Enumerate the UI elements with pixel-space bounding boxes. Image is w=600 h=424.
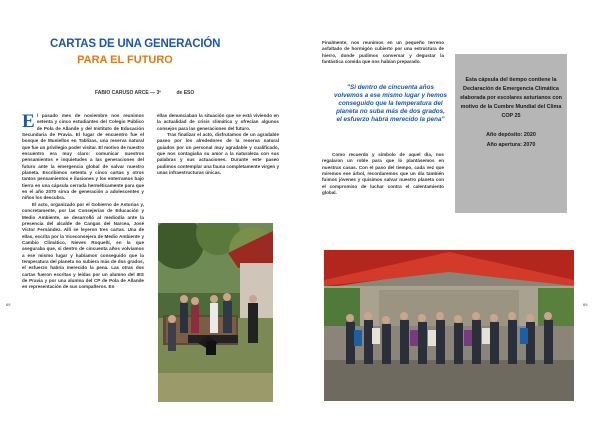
- article-column-3: [322, 40, 444, 65]
- byline-author: FABIO CARUSO ARCE — 3º: [95, 90, 162, 96]
- ceremony-photo: [158, 223, 273, 402]
- article-paragraph-3: ellas denunciaban la situación que se está viviendo en la actualidad de crisis climática y ofrecían algunos consejos para las generaciones del futuro.: [157, 113, 279, 131]
- article-title: CARTAS DE UNA GENERACIÓN: [50, 38, 221, 50]
- ceremony-photo-illustration: [158, 223, 273, 402]
- pull-quote: "Si dentro de cincuenta años volvemos a ese mismo lugar y hemos conseguido que la temperatura del planeta no suba más de dos grados, el esfuerzo habrá merecido la pena": [333, 84, 448, 123]
- page-number-right: 69: [583, 302, 588, 307]
- article-paragraph-4: Tras finalizar el acto, disfrutamos de un agradable paseo por los alrededores de la reserva natural guiados por un personal muy agradable y cualificado, que nos contagiaba su amor a la naturaleza con sus palabras y sus actuaciones. Durante este paseo pudimos contemplar una fauna completamente virgen y unas infraestructuras únicas.: [157, 132, 280, 176]
- article-paragraph-5: Finalmente, nos reunimos en un pequeño terreno asfaltado de hormigón cubierto por una estructura de hierro, donde pudimos conversar y degustar la fantástica comida que nos habían preparado.: [322, 40, 444, 65]
- group-photo-illustration: [324, 250, 574, 401]
- article-paragraph-6: Como recuerdo y símbolo de aquel día, nos regalaron un roble para que lo plantásemos en nuestras casas. Con el paso del tiempo, cada vez que miremos ese árbol, recordaremos que un día también fuimos jóvenes y quisimos salvar nuestro planeta con el compromiso de luchar contra el calentamiento global.: [322, 152, 444, 196]
- deposit-year: Año depósito: 2020: [486, 132, 536, 139]
- article-subtitle: PARA EL FUTURO: [77, 54, 173, 66]
- drop-cap: E: [22, 111, 35, 132]
- time-capsule-text: [460, 76, 562, 150]
- article-column-1: [22, 113, 144, 291]
- opening-year: Año apertura: 2070: [486, 141, 536, 148]
- time-capsule-description: Esta cápsula del tiempo contiene la Declaración de Emergencia Climática elaborada por escolares asturianos con motivo de la Cumbre Mundial del Clima COP 25: [460, 77, 562, 120]
- group-photo: [324, 250, 574, 401]
- article-paragraph-1: l pasado mes de noviembre nos reunimos setenta y cinco estudiantes del Colegio Público de Pola de Allande y del Instituto de Educación Secundaria de Pravia. El lugar de encuentro fue el bosque de Muniellos en Tablizas, una reserva natural que fue un privilegio poder visitar. El motivo de nuestro encuentro era muy claro: comunicar nuestros pensamientos e inquietudes a las generaciones del futuro ante la emergencia global de salvar nuestro planeta. Escribimos setenta y cinco cartas y otros tantos pensamientos e ilusiones y los enterramos bajo tierra en una cápsula cerrada herméticamente para que en el año 2070 sirva de generación a adolescentes y niños los descubra.: [22, 113, 144, 201]
- article-column-2: [157, 113, 279, 176]
- byline-tag: de ESO: [176, 90, 195, 96]
- page-number-left: 69: [6, 302, 11, 307]
- article-column-4: [322, 152, 444, 196]
- article-paragraph-2: El acto, organizado por el Gobierno de Asturias y, concretamente, por las Consejerías de Educación y Medio Ambiente, se desarrolló al mediodía ante la presencia del alcalde de Cangas del Narcea, José Víctor Fernández. Allí se leyeron tres cartas. Una de ellas, escrita por la Viceconsejera de Medio Ambiente y Cambio Climático, Nieves Roqueñí, en la que aseguraba que, si dentro de cincuenta años volvíamos a ese mismo lugar y habíamos conseguido que la temperatura del planeta no subiera más de dos grados, el esfuerzo habría merecido la pena. Las otras dos cartas fueron escritas y leídas por un alumno del IES de Pravia y por una alumna del CP de Pola de Allande en representación de sus compañeros. En: [22, 201, 144, 290]
- byline: [95, 90, 194, 96]
